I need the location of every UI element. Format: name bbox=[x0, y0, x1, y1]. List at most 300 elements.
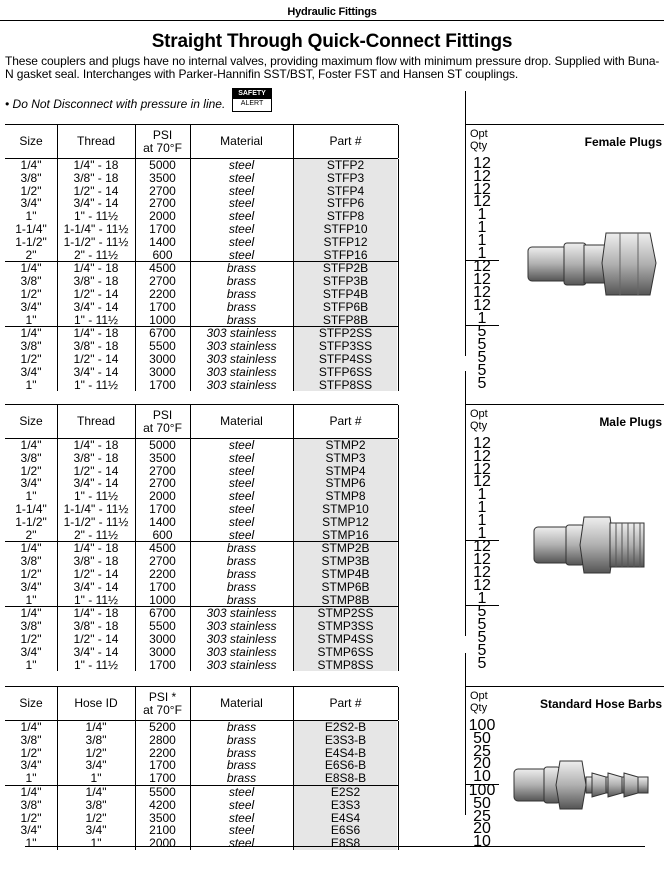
psi-cell: 1700 bbox=[149, 758, 176, 773]
thread-cell: 1/4" - 18 bbox=[73, 261, 119, 276]
psi-header-line: at 70°F bbox=[143, 702, 182, 717]
part-number-header-line: Part # bbox=[329, 414, 362, 428]
psi-cell: 4500 bbox=[149, 541, 176, 556]
opt-qty-cell: 1 bbox=[477, 244, 487, 262]
material-cell: steel bbox=[228, 170, 255, 185]
part-number-cell: STFP3 bbox=[326, 170, 365, 185]
size-cell: 3/4" bbox=[20, 476, 42, 491]
psi-cell: 3000 bbox=[149, 631, 176, 646]
part-number-cell: STFP8 bbox=[326, 209, 365, 224]
thread-cell: 1/2" - 14 bbox=[73, 351, 119, 366]
material-cell: steel bbox=[228, 158, 255, 172]
table-row bbox=[5, 366, 398, 379]
opt-qty-cell: 12 bbox=[473, 155, 491, 172]
qty-label: Qty bbox=[470, 702, 488, 714]
opt-qty-label bbox=[470, 690, 488, 714]
material-cell: 303 stainless bbox=[206, 364, 277, 379]
size-header bbox=[5, 405, 57, 438]
material-cell: steel bbox=[228, 476, 255, 491]
thread-cell: 3/4" - 14 bbox=[73, 644, 119, 659]
table-row bbox=[5, 659, 398, 672]
table-row bbox=[5, 452, 398, 465]
psi-cell: 2000 bbox=[149, 836, 176, 851]
table-row bbox=[5, 772, 398, 785]
size-cell: 3/4" bbox=[20, 579, 42, 594]
thread-cell: 1" bbox=[90, 836, 102, 851]
material-cell: steel bbox=[228, 836, 255, 851]
psi-cell: 2000 bbox=[149, 209, 176, 224]
psi-cell: 1700 bbox=[149, 657, 176, 672]
psi-cell: 1700 bbox=[149, 771, 176, 786]
column-divider bbox=[398, 125, 399, 158]
thread-cell: 3/4" bbox=[85, 823, 107, 838]
row-group bbox=[5, 785, 398, 850]
psi-cell: 2200 bbox=[149, 566, 176, 581]
part-number-cell: STFP2SS bbox=[318, 326, 373, 341]
psi-cell: 600 bbox=[152, 247, 173, 262]
column-divider bbox=[293, 405, 294, 438]
thread-cell: 1/2" - 14 bbox=[73, 463, 119, 478]
size-cell: 1-1/2" bbox=[15, 514, 47, 529]
column-divider bbox=[190, 721, 191, 850]
opt-qty-cell: 1 bbox=[477, 511, 487, 529]
opt-qty-label bbox=[470, 128, 488, 152]
material-cell: 303 stainless bbox=[206, 657, 277, 672]
part-number-cell: STFP4B bbox=[322, 286, 369, 301]
part-number-cell: STFP4SS bbox=[318, 351, 373, 366]
table-row bbox=[5, 172, 398, 185]
size-cell: 3/4" bbox=[20, 364, 42, 379]
row-group bbox=[5, 606, 398, 671]
psi-cell: 2000 bbox=[149, 489, 176, 504]
size-cell: 1" bbox=[25, 489, 37, 504]
material-cell: steel bbox=[228, 797, 255, 812]
opt-qty-row bbox=[465, 155, 664, 172]
opt-row-group bbox=[465, 325, 499, 390]
section-title: Hydraulic Fittings bbox=[287, 6, 377, 18]
part-number-cell: STFP16 bbox=[323, 247, 368, 262]
material-header bbox=[190, 125, 293, 158]
material-cell: brass bbox=[226, 566, 257, 581]
table-row bbox=[5, 529, 398, 542]
column-divider bbox=[57, 721, 58, 850]
column-divider bbox=[57, 159, 58, 391]
size-header-line: Size bbox=[19, 696, 43, 710]
size-cell: 1" bbox=[25, 209, 37, 224]
part-number-cell: STMP3B bbox=[321, 554, 370, 569]
material-cell: 303 stainless bbox=[206, 644, 277, 659]
material-cell: steel bbox=[228, 784, 255, 799]
opt-row-group bbox=[465, 605, 499, 670]
table-row bbox=[5, 568, 398, 581]
psi-header-line: PSI bbox=[152, 407, 173, 422]
part-number-cell: E2S2 bbox=[330, 784, 361, 799]
material-cell: brass bbox=[226, 286, 257, 301]
column-divider bbox=[135, 125, 136, 158]
material-cell: steel bbox=[228, 514, 255, 529]
material-cell: steel bbox=[228, 463, 255, 478]
material-header bbox=[190, 405, 293, 438]
material-cell: 303 stainless bbox=[206, 619, 277, 634]
opt-qty-cell: 12 bbox=[473, 460, 491, 478]
material-cell: brass bbox=[226, 274, 257, 289]
table-row bbox=[5, 516, 398, 529]
part-number-cell: STMP2SS bbox=[317, 606, 374, 621]
thread-cell: 1/2" - 14 bbox=[73, 566, 119, 581]
row-group bbox=[5, 439, 398, 541]
opt-qty-cell: 1 bbox=[477, 231, 487, 249]
column-divider bbox=[135, 159, 136, 391]
opt-qty-cell: 12 bbox=[473, 258, 491, 276]
opt-qty-cell: 100 bbox=[468, 781, 496, 799]
psi-cell: 3500 bbox=[149, 450, 176, 465]
badge-top: SAFETY bbox=[233, 89, 271, 99]
psi-header-line: PSI * bbox=[148, 689, 177, 704]
opt-qty-row bbox=[465, 833, 499, 851]
column-divider bbox=[293, 687, 294, 720]
material-cell: brass bbox=[226, 592, 257, 607]
material-cell: brass bbox=[226, 579, 257, 594]
size-cell: 1" bbox=[25, 657, 37, 672]
thread-cell: 1/2" bbox=[85, 810, 107, 825]
part-number-cell: STFP6SS bbox=[318, 364, 373, 379]
thread-cell: 3/8" - 18 bbox=[73, 339, 119, 354]
size-cell: 1" bbox=[25, 592, 37, 607]
column-divider bbox=[293, 439, 294, 671]
column-divider bbox=[398, 687, 399, 720]
psi-cell: 5500 bbox=[149, 339, 176, 354]
opt-qty-cell: 5 bbox=[477, 628, 487, 646]
material-cell: brass bbox=[226, 771, 257, 786]
column-divider bbox=[57, 125, 58, 158]
female-plug-fitting-image bbox=[520, 215, 660, 310]
material-cell: steel bbox=[228, 810, 255, 825]
size-cell: 1" bbox=[25, 312, 37, 327]
column-divider bbox=[398, 439, 399, 671]
material-cell: steel bbox=[228, 221, 255, 236]
male-plug-fitting-image bbox=[520, 505, 650, 585]
opt-qty-row bbox=[465, 460, 664, 478]
opt-row-group bbox=[465, 540, 499, 605]
opt-qty-row bbox=[465, 486, 664, 504]
qty-label: Qty bbox=[470, 420, 488, 432]
thread-header-line: Thread bbox=[76, 414, 116, 428]
psi-cell: 2700 bbox=[149, 196, 176, 211]
opt-qty-cell: 5 bbox=[477, 641, 487, 659]
row-group bbox=[5, 541, 398, 606]
psi-header-line: at 70°F bbox=[143, 420, 182, 435]
size-cell: 3/8" bbox=[20, 450, 42, 465]
material-cell: 303 stainless bbox=[206, 377, 277, 392]
opt-qty-cell: 50 bbox=[473, 794, 491, 812]
thread-cell: 1/4" bbox=[85, 720, 107, 734]
material-cell: steel bbox=[228, 501, 255, 516]
opt-qty-cell: 20 bbox=[473, 820, 491, 838]
table-row bbox=[5, 223, 398, 236]
size-cell: 1/4" bbox=[20, 326, 42, 341]
psi-header bbox=[135, 687, 190, 720]
badge-bottom: ALERT bbox=[240, 100, 264, 107]
psi-cell: 5500 bbox=[149, 784, 176, 799]
psi-cell: 3500 bbox=[149, 170, 176, 185]
part-number-header-line: Part # bbox=[329, 134, 362, 148]
material-cell: steel bbox=[228, 183, 255, 198]
part-number-cell: STMP8SS bbox=[317, 657, 374, 672]
opt-label: Opt bbox=[470, 128, 488, 140]
column-divider bbox=[57, 405, 58, 438]
psi-cell: 2200 bbox=[149, 745, 176, 760]
row-group bbox=[5, 721, 398, 785]
part-number-cell: STMP4 bbox=[325, 463, 366, 478]
thread-header bbox=[57, 405, 135, 438]
material-cell: steel bbox=[228, 209, 255, 224]
size-cell: 3/4" bbox=[20, 644, 42, 659]
psi-cell: 1700 bbox=[149, 501, 176, 516]
opt-qty-cell: 12 bbox=[473, 193, 491, 211]
opt-qty-row bbox=[465, 180, 664, 198]
size-cell: 1" bbox=[25, 377, 37, 392]
column-divider bbox=[135, 405, 136, 438]
safety-alert-badge bbox=[232, 88, 272, 112]
thread-cell: 1/4" - 18 bbox=[73, 326, 119, 341]
thread-cell: 1" - 11½ bbox=[73, 489, 119, 504]
opt-qty-cell: 50 bbox=[473, 729, 491, 747]
opt-qty-cell: 1 bbox=[477, 498, 487, 516]
opt-qty-row bbox=[465, 193, 664, 211]
thread-header-line: Hose ID bbox=[74, 696, 118, 710]
part-number-cell: STMP3 bbox=[325, 450, 366, 465]
part-number-header bbox=[293, 687, 398, 720]
material-cell: brass bbox=[226, 299, 257, 314]
material-cell: steel bbox=[228, 489, 255, 504]
thread-cell: 1/4" - 18 bbox=[73, 541, 119, 556]
thread-cell: 3/8" - 18 bbox=[73, 450, 119, 465]
opt-qty-cell: 12 bbox=[473, 283, 491, 301]
size-cell: 1/4" bbox=[20, 720, 42, 734]
opt-qty-cell: 5 bbox=[477, 323, 487, 341]
opt-qty-cell: 10 bbox=[473, 833, 491, 851]
psi-cell: 5000 bbox=[149, 438, 176, 452]
opt-qty-cell: 12 bbox=[473, 180, 491, 198]
opt-row-group bbox=[465, 781, 499, 851]
table-row bbox=[5, 314, 398, 327]
psi-cell: 1700 bbox=[149, 579, 176, 594]
material-header-line: Material bbox=[220, 414, 263, 428]
thread-cell: 1/2" bbox=[85, 745, 107, 760]
part-number-cell: STFP3B bbox=[322, 274, 369, 289]
table-row bbox=[5, 581, 398, 594]
size-cell: 1/4" bbox=[20, 784, 42, 799]
psi-cell: 2100 bbox=[149, 823, 176, 838]
size-cell: 3/4" bbox=[20, 299, 42, 314]
size-cell: 3/8" bbox=[20, 619, 42, 634]
opt-qty-cell: 20 bbox=[473, 755, 491, 773]
thread-header bbox=[57, 687, 135, 720]
size-header-line: Size bbox=[19, 414, 43, 428]
thread-cell: 3/4" - 14 bbox=[73, 196, 119, 211]
material-cell: steel bbox=[228, 196, 255, 211]
size-cell: 1-1/4" bbox=[15, 221, 47, 236]
table-body bbox=[5, 439, 398, 671]
column-divider bbox=[398, 159, 399, 391]
size-cell: 3/8" bbox=[20, 274, 42, 289]
psi-cell: 2700 bbox=[149, 183, 176, 198]
hose-barb-fitting-image bbox=[508, 755, 658, 815]
part-number-cell: STFP2 bbox=[326, 158, 365, 172]
thread-cell: 3/8" - 18 bbox=[73, 274, 119, 289]
size-cell: 3/8" bbox=[20, 797, 42, 812]
size-cell: 1/2" bbox=[20, 810, 42, 825]
material-cell: 303 stainless bbox=[206, 326, 277, 341]
part-number-cell: E4S4 bbox=[330, 810, 361, 825]
column-divider bbox=[293, 159, 294, 391]
thread-cell: 3/4" - 14 bbox=[73, 364, 119, 379]
intro-paragraph: These couplers and plugs have no internal valves, providing maximum flow with minimum pressure drop. Supplied with Buna-N gasket seal. Interchanges with Parker-Hannifin SST/BST, Foster FST and Hansen ST couplings. bbox=[5, 54, 660, 81]
opt-qty-cell: 12 bbox=[473, 167, 491, 185]
size-header bbox=[5, 125, 57, 158]
psi-cell: 2200 bbox=[149, 286, 176, 301]
part-number-cell: E2S2-B bbox=[324, 720, 367, 734]
size-cell: 1" bbox=[25, 771, 37, 786]
psi-cell: 1000 bbox=[149, 592, 176, 607]
material-cell: steel bbox=[228, 450, 255, 465]
size-cell: 2" bbox=[25, 247, 37, 262]
part-number-header bbox=[293, 405, 398, 438]
psi-cell: 3000 bbox=[149, 364, 176, 379]
size-cell: 1/4" bbox=[20, 438, 42, 452]
material-cell: 303 stainless bbox=[206, 631, 277, 646]
thread-cell: 3/4" - 14 bbox=[73, 579, 119, 594]
row-group bbox=[5, 326, 398, 391]
column-divider bbox=[293, 125, 294, 158]
column-divider bbox=[190, 405, 191, 438]
part-number-header-line: Part # bbox=[329, 696, 362, 710]
part-number-cell: STFP6B bbox=[322, 299, 369, 314]
row-group bbox=[5, 159, 398, 261]
column-divider bbox=[398, 721, 399, 850]
size-cell: 3/8" bbox=[20, 554, 42, 569]
table-header bbox=[5, 124, 398, 159]
opt-qty-cell: 10 bbox=[473, 768, 491, 786]
psi-header-line: at 70°F bbox=[143, 140, 182, 155]
thread-cell: 3/8" bbox=[85, 732, 107, 747]
material-cell: brass bbox=[226, 758, 257, 773]
thread-cell: 1-1/2" - 11½ bbox=[63, 234, 129, 249]
column-divider bbox=[57, 687, 58, 720]
opt-qty-cell: 1 bbox=[477, 486, 487, 504]
thread-header bbox=[57, 125, 135, 158]
part-number-cell: STFP8SS bbox=[318, 377, 373, 392]
thread-cell: 3/8" - 18 bbox=[73, 619, 119, 634]
table-row bbox=[5, 439, 398, 452]
part-number-cell: STMP6B bbox=[321, 579, 370, 594]
product-type-title: Female Plugs bbox=[584, 135, 662, 149]
part-number-cell: STFP3SS bbox=[318, 339, 373, 354]
material-cell: brass bbox=[226, 720, 257, 734]
thread-cell: 3/8" - 18 bbox=[73, 170, 119, 185]
table-row bbox=[5, 799, 398, 812]
column-divider bbox=[293, 721, 294, 850]
psi-cell: 2700 bbox=[149, 274, 176, 289]
opt-qty-label bbox=[470, 408, 488, 432]
opt-qty-cell: 5 bbox=[477, 374, 487, 392]
thread-cell: 3/8" bbox=[85, 797, 107, 812]
material-header bbox=[190, 687, 293, 720]
material-cell: brass bbox=[226, 732, 257, 747]
psi-cell: 2700 bbox=[149, 554, 176, 569]
part-number-cell: STFP2B bbox=[322, 261, 369, 276]
part-number-cell: E3S3-B bbox=[324, 732, 367, 747]
opt-qty-cell: 100 bbox=[468, 717, 496, 734]
part-number-cell: STMP8 bbox=[325, 489, 366, 504]
material-header-line: Material bbox=[220, 134, 263, 148]
psi-cell: 600 bbox=[152, 527, 173, 542]
header-rule bbox=[0, 20, 664, 21]
size-header-line: Size bbox=[19, 134, 43, 148]
opt-qty-cell: 5 bbox=[477, 361, 487, 379]
size-cell: 2" bbox=[25, 527, 37, 542]
psi-cell: 2800 bbox=[149, 732, 176, 747]
table-header bbox=[5, 404, 398, 439]
column-divider bbox=[398, 405, 399, 438]
opt-qty-cell: 5 bbox=[477, 603, 487, 621]
material-cell: brass bbox=[226, 261, 257, 276]
part-number-cell: E8S8-B bbox=[324, 771, 367, 786]
table-row bbox=[5, 837, 398, 850]
opt-qty-cell: 5 bbox=[477, 336, 487, 354]
thread-cell: 1/4" bbox=[85, 784, 107, 799]
table-row bbox=[5, 503, 398, 516]
opt-row-group bbox=[465, 260, 499, 325]
table-row bbox=[5, 633, 398, 646]
psi-cell: 6700 bbox=[149, 606, 176, 621]
part-number-cell: E4S4-B bbox=[324, 745, 367, 760]
psi-cell: 4500 bbox=[149, 261, 176, 276]
column-divider bbox=[190, 159, 191, 391]
thread-cell: 3/4" - 14 bbox=[73, 299, 119, 314]
psi-cell: 1400 bbox=[149, 234, 176, 249]
part-number-cell: STMP6 bbox=[325, 476, 366, 491]
size-cell: 1-1/2" bbox=[15, 234, 47, 249]
psi-header bbox=[135, 405, 190, 438]
opt-qty-cell: 12 bbox=[473, 473, 491, 491]
part-number-cell: STMP2B bbox=[321, 541, 370, 556]
table-row bbox=[5, 379, 398, 392]
psi-cell: 2700 bbox=[149, 476, 176, 491]
psi-cell: 1000 bbox=[149, 312, 176, 327]
opt-qty-cell: 5 bbox=[477, 348, 487, 366]
size-cell: 3/4" bbox=[20, 823, 42, 838]
thread-cell: 1/4" - 18 bbox=[73, 158, 119, 172]
part-number-cell: STFP4 bbox=[326, 183, 365, 198]
table-row bbox=[5, 159, 398, 172]
opt-qty-row bbox=[465, 729, 664, 747]
psi-cell: 3000 bbox=[149, 644, 176, 659]
opt-qty-cell: 1 bbox=[477, 589, 487, 607]
opt-qty-row bbox=[465, 447, 664, 465]
opt-qty-row bbox=[465, 654, 499, 672]
size-cell: 1/2" bbox=[20, 463, 42, 478]
table-row bbox=[5, 721, 398, 734]
column-divider bbox=[57, 439, 58, 671]
thread-cell: 1/4" - 18 bbox=[73, 438, 119, 452]
part-number-cell: E3S3 bbox=[330, 797, 361, 812]
size-cell: 3/8" bbox=[20, 170, 42, 185]
opt-qty-cell: 12 bbox=[473, 538, 491, 556]
material-cell: brass bbox=[226, 554, 257, 569]
fittings-table bbox=[5, 404, 398, 671]
opt-qty-row bbox=[465, 473, 664, 491]
